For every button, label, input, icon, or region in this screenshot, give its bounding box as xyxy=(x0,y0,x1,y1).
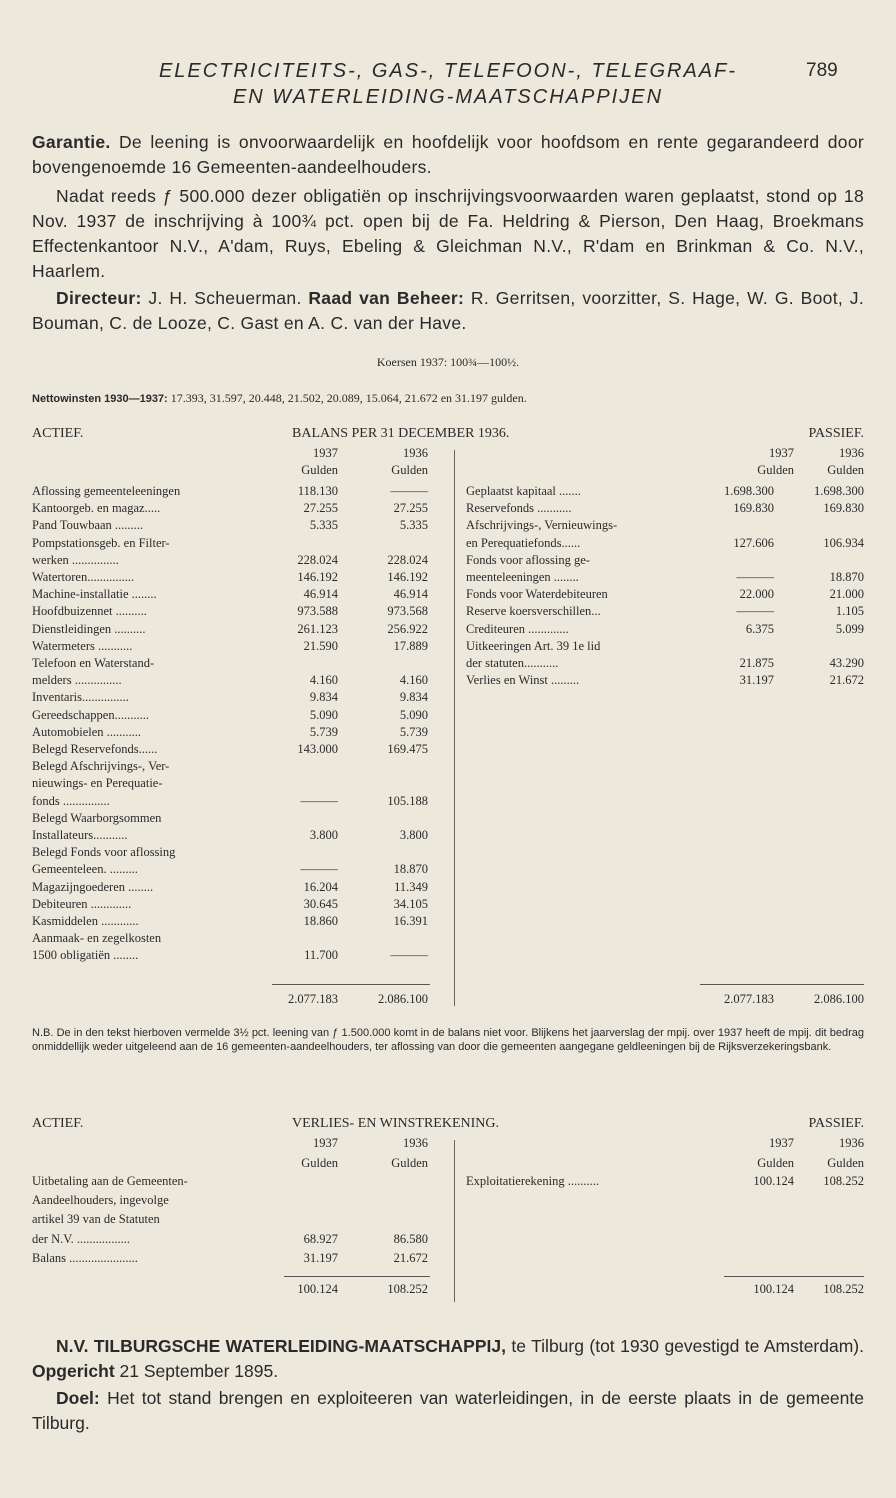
row-label: en Perequatiefonds...... xyxy=(466,535,581,550)
row-label: 1500 obligatiën ........ xyxy=(32,948,139,963)
row-label: Geplaatst kapitaal ....... xyxy=(466,484,581,498)
row-label: Aflossing gemeenteleeningen xyxy=(32,484,181,498)
table-row xyxy=(32,931,442,948)
table-row xyxy=(32,1212,442,1231)
row-value-1937: 5.090 xyxy=(309,707,338,722)
row-label: Debiteuren ............. xyxy=(32,896,132,911)
row-value-1937: 127.606 xyxy=(733,535,774,550)
verlies-actief-title: ACTIEF. xyxy=(32,1116,84,1131)
balans-passief-total-rule xyxy=(700,984,864,985)
verlies-table xyxy=(0,1136,896,1306)
header-line-1: ELECTRICITEITS-, GAS-, TELEFOON-, TELEGRAAF- xyxy=(158,60,738,82)
row-label: Belegd Fonds voor aflossing xyxy=(32,845,176,860)
row-label: Magazijngoederen ........ xyxy=(32,879,154,894)
table-row xyxy=(32,1193,442,1212)
doel-text: Het tot stand brengen en exploiteeren van waterleidingen, in de eerste plaats in de gemeente Tilburg. xyxy=(32,1388,864,1433)
balans-actief-total-rule xyxy=(272,984,430,985)
row-label: Kasmiddelen ............ xyxy=(32,914,139,928)
row-value-1936: 973.568 xyxy=(387,604,428,619)
table-row xyxy=(32,759,442,776)
table-row xyxy=(32,673,442,690)
company-name: N.V. TILBURGSCHE WATERLEIDING-MAATSCHAPPIJ, xyxy=(56,1336,506,1356)
table-row xyxy=(32,536,442,553)
row-value-1936: 16.391 xyxy=(393,914,428,928)
table-row xyxy=(32,948,442,965)
verlies-year-1937-left: 1937 xyxy=(313,1136,338,1150)
verlies-passief-total-1936: 108.252 xyxy=(823,1282,864,1296)
verlies-actief-total-rule xyxy=(284,1276,430,1277)
table-row xyxy=(466,518,866,535)
row-label: Watertoren............... xyxy=(32,570,135,584)
row-value-1936: 86.580 xyxy=(393,1231,428,1246)
table-row xyxy=(32,880,442,897)
table-row xyxy=(32,553,442,570)
row-value-1936: 21.672 xyxy=(393,1250,428,1265)
nettowinsten-label: Nettowinsten 1930—1937: xyxy=(32,393,168,405)
balans-passief-title: PASSIEF. xyxy=(808,426,864,441)
balans-actief-total-1937: 2.077.183 xyxy=(288,992,338,1006)
row-value-1937: 31.197 xyxy=(739,673,774,688)
table-row xyxy=(32,639,442,656)
row-label: der N.V. ................. xyxy=(32,1231,131,1246)
row-label: Belegd Afschrijvings-, Ver- xyxy=(32,759,170,774)
directeur-paragraph xyxy=(32,286,864,336)
row-value-1936: 46.914 xyxy=(393,587,428,602)
verlies-divider xyxy=(454,1140,455,1302)
row-value-1936: 9.834 xyxy=(399,690,428,705)
row-label: Uitbetaling aan de Gemeenten- xyxy=(32,1174,188,1188)
row-value-1937: 973.588 xyxy=(297,604,338,619)
row-value-1937: 100.124 xyxy=(753,1174,794,1188)
table-row xyxy=(32,828,442,845)
verlies-actief-total-1936: 108.252 xyxy=(387,1282,428,1296)
row-value-1936: 5.090 xyxy=(399,707,428,722)
doel-label: Doel: xyxy=(56,1388,100,1408)
row-label: Kantoorgeb. en magaz..... xyxy=(32,501,161,516)
row-label: Belegd Waarborgsommen xyxy=(32,810,162,825)
balans-actief-total-1936: 2.086.100 xyxy=(378,992,428,1006)
raad-text: R. Gerritsen, voorzitter, S. Hage, W. G. Boot, J. Bouman, C. de Looze, C. Gast en A. C. van der Have. xyxy=(32,288,864,333)
row-value-1937: 9.834 xyxy=(309,690,338,705)
row-value-1936: 1.698.300 xyxy=(814,484,864,498)
row-value-1936: ——— xyxy=(390,484,428,498)
nettowinsten-line xyxy=(32,391,527,406)
row-value-1936: 34.105 xyxy=(393,896,428,911)
garantie-paragraph xyxy=(32,130,864,180)
running-header xyxy=(0,58,896,110)
table-row xyxy=(466,570,866,587)
balans-unit-left-2: Gulden xyxy=(391,463,428,477)
row-value-1937: 68.927 xyxy=(303,1231,338,1246)
row-value-1936: ——— xyxy=(390,948,428,963)
balans-passief-total-1936: 2.086.100 xyxy=(814,992,864,1006)
row-value-1937: 30.645 xyxy=(303,896,338,911)
company-rest: te Tilburg (tot 1930 gevestigd te Amsterdam). xyxy=(506,1336,864,1356)
row-value-1937: 5.335 xyxy=(309,518,338,533)
row-value-1937: 143.000 xyxy=(297,742,338,756)
table-row xyxy=(466,639,866,656)
row-value-1937: ——— xyxy=(300,862,338,877)
row-label: der statuten........... xyxy=(466,656,559,670)
verlies-passief-total-1937: 100.124 xyxy=(753,1282,794,1296)
verlies-year-1937-right: 1937 xyxy=(769,1136,794,1150)
table-row xyxy=(32,794,442,811)
verlies-unit-left-2: Gulden xyxy=(391,1156,428,1170)
table-row xyxy=(466,1174,866,1193)
row-label: Installateurs........... xyxy=(32,828,128,842)
balans-table xyxy=(0,446,896,1016)
nadat-paragraph: Nadat reeds ƒ 500.000 dezer obligatiën op inschrijvingsvoorwaarden waren geplaatst, stond op 18 Nov. 1937 de inschrijving à 100¾ pct. open bij de Fa. Heldring & Pierson, Den Haag, Broekmans Effectenkantoor N.V., A'dam, Ruys, Ebeling & Gleichman N.V., R'dam en Brinkman & Co. N.V., Haarlem. xyxy=(32,186,864,281)
page-number: 789 xyxy=(806,60,838,81)
row-label: werken ............... xyxy=(32,552,119,567)
row-label: Pompstationsgeb. en Filter- xyxy=(32,535,170,550)
row-value-1937: 4.160 xyxy=(309,673,338,688)
row-label: Afschrijvings-, Vernieuwings- xyxy=(466,518,618,533)
row-value-1937: 1.698.300 xyxy=(724,484,774,498)
row-value-1936: 146.192 xyxy=(387,570,428,584)
verlies-unit-right-2: Gulden xyxy=(827,1156,864,1170)
table-row xyxy=(466,536,866,553)
row-label: Fonds voor aflossing ge- xyxy=(466,552,590,567)
row-value-1937: 46.914 xyxy=(303,587,338,602)
row-label: nieuwings- en Perequatie- xyxy=(32,776,163,791)
table-row xyxy=(32,656,442,673)
balans-year-1936-left: 1936 xyxy=(403,446,428,460)
balans-year-1936-right: 1936 xyxy=(839,446,864,460)
opgericht-date: 21 September 1895. xyxy=(114,1361,279,1381)
row-value-1937: 169.830 xyxy=(733,501,774,516)
row-value-1937: 21.590 xyxy=(303,638,338,653)
row-label: Inventaris............... xyxy=(32,690,129,705)
header-line-2: EN WATERLEIDING-MAATSCHAPPIJEN xyxy=(232,86,664,108)
row-label: Balans ...................... xyxy=(32,1250,138,1265)
table-row xyxy=(32,570,442,587)
row-value-1936: 27.255 xyxy=(393,501,428,516)
verlies-passief-total-rule xyxy=(724,1276,864,1277)
table-row xyxy=(32,914,442,931)
row-value-1937: 6.375 xyxy=(745,621,774,636)
row-label: Telefoon en Waterstand- xyxy=(32,656,155,670)
row-label: Belegd Reservefonds...... xyxy=(32,742,158,756)
nb-note: N.B. De in den tekst hierboven vermelde 3½ pct. leening van ƒ 1.500.000 komt in de balans niet voor. Blijkens het jaarverslag der mpij. over 1937 heeft de mpij. dit bedrag onmiddellijk weder uitgeleend aan de 16 gemeenten-aandeelhouders, ter aflossing van door die gemeenten aangegane geldleeningen bij de Rijksverzekeringsbank. xyxy=(32,1027,864,1053)
table-row xyxy=(32,1174,442,1193)
table-row xyxy=(32,708,442,725)
balans-actief-title: ACTIEF. xyxy=(32,426,84,441)
row-value-1936: 3.800 xyxy=(399,828,428,842)
table-row xyxy=(466,622,866,639)
balans-year-1937-left: 1937 xyxy=(313,446,338,460)
row-value-1937: 118.130 xyxy=(297,484,338,498)
row-label: Gemeenteleen. ......... xyxy=(32,862,138,877)
table-row xyxy=(32,897,442,914)
garantie-text: De leening is onvoorwaardelijk en hoofdelijk voor hoofdsom en rente gegarandeerd door bovengenoemde 16 Gemeenten-aandeelhouders. xyxy=(32,132,864,177)
balans-passief-total-1937: 2.077.183 xyxy=(724,992,774,1006)
row-value-1937: ——— xyxy=(736,570,774,584)
nettowinsten-text: 17.393, 31.597, 20.448, 21.502, 20.089, 15.064, 21.672 en 31.197 gulden. xyxy=(167,391,527,405)
directeur-label: Directeur: xyxy=(56,288,142,308)
balans-unit-right-2: Gulden xyxy=(827,463,864,477)
balans-unit-right-1: Gulden xyxy=(757,463,794,477)
table-row xyxy=(466,673,866,690)
row-value-1937: 3.800 xyxy=(309,828,338,842)
opgericht-label: Opgericht xyxy=(32,1361,115,1381)
row-value-1936: 21.000 xyxy=(829,587,864,602)
row-value-1937: 146.192 xyxy=(297,570,338,584)
row-label: Gereedschappen........... xyxy=(32,707,149,722)
table-row xyxy=(32,690,442,707)
row-value-1936: 11.349 xyxy=(394,879,428,894)
row-value-1937: 261.123 xyxy=(297,621,338,636)
verlies-year-1936-right: 1936 xyxy=(839,1136,864,1150)
table-row xyxy=(32,604,442,621)
row-label: Dienstleidingen .......... xyxy=(32,621,146,636)
row-value-1936: 169.475 xyxy=(387,742,428,756)
verlies-actief-total-1937: 100.124 xyxy=(297,1282,338,1296)
raad-label: Raad van Beheer: xyxy=(308,288,465,308)
garantie-label: Garantie. xyxy=(32,132,111,152)
row-value-1937: 18.860 xyxy=(303,914,338,928)
verlies-passief-title: PASSIEF. xyxy=(808,1116,864,1131)
row-label: Uitkeeringen Art. 39 1e lid xyxy=(466,638,601,653)
row-label: Machine-installatie ........ xyxy=(32,587,157,602)
table-row xyxy=(32,587,442,604)
row-label: artikel 39 van de Statuten xyxy=(32,1212,160,1227)
row-label: fonds ............... xyxy=(32,793,110,808)
row-value-1936: 43.290 xyxy=(829,656,864,670)
table-row xyxy=(466,484,866,501)
row-label: meenteleeningen ........ xyxy=(466,570,579,584)
row-label: melders ............... xyxy=(32,673,122,688)
table-row xyxy=(32,518,442,535)
verlies-unit-right-1: Gulden xyxy=(757,1156,794,1170)
balans-title: BALANS PER 31 DECEMBER 1936. xyxy=(292,426,510,441)
row-value-1936: 106.934 xyxy=(823,535,864,550)
row-value-1936: 169.830 xyxy=(823,501,864,516)
row-value-1936: 228.024 xyxy=(387,552,428,567)
row-value-1937: ——— xyxy=(300,793,338,808)
koersen-line: Koersen 1937: 100¾—100½. xyxy=(376,355,520,369)
row-value-1936: 1.105 xyxy=(835,604,864,619)
table-row xyxy=(32,742,442,759)
row-value-1936: 18.870 xyxy=(393,862,428,877)
row-value-1937: 27.255 xyxy=(303,501,338,516)
table-row xyxy=(466,501,866,518)
verlies-title: VERLIES- EN WINSTREKENING. xyxy=(292,1116,499,1131)
row-value-1936: 18.870 xyxy=(829,570,864,584)
row-label: Aandeelhouders, ingevolge xyxy=(32,1193,169,1208)
row-label: Pand Touwbaan ......... xyxy=(32,518,144,533)
table-row xyxy=(32,725,442,742)
row-value-1937: 11.700 xyxy=(304,948,338,963)
row-value-1937: 5.739 xyxy=(309,724,338,739)
balans-divider xyxy=(454,450,455,1006)
row-value-1937: ——— xyxy=(736,604,774,619)
directeur-name: J. H. Scheuerman. xyxy=(141,288,309,308)
row-value-1937: 22.000 xyxy=(739,587,774,602)
row-label: Aanmaak- en zegelkosten xyxy=(32,931,162,946)
row-label: Reservefonds ........... xyxy=(466,501,572,516)
row-label: Fonds voor Waterdebiteuren xyxy=(466,587,608,602)
company-paragraph xyxy=(32,1334,864,1384)
row-label: Exploitatierekening .......... xyxy=(466,1174,599,1188)
table-row xyxy=(466,587,866,604)
row-value-1937: 228.024 xyxy=(297,552,338,567)
row-label: Hoofdbuizennet .......... xyxy=(32,604,147,619)
row-value-1936: 5.739 xyxy=(399,724,428,739)
row-label: Verlies en Winst ......... xyxy=(466,673,580,688)
balans-unit-left-1: Gulden xyxy=(301,463,338,477)
row-value-1937: 21.875 xyxy=(739,656,774,670)
table-row xyxy=(32,845,442,862)
row-value-1936: 21.672 xyxy=(829,673,864,688)
row-value-1936: 256.922 xyxy=(387,621,428,636)
row-value-1936: 5.099 xyxy=(835,621,864,636)
row-label: Reserve koersverschillen... xyxy=(466,604,601,619)
doel-paragraph xyxy=(32,1386,864,1436)
row-value-1937: 31.197 xyxy=(303,1250,338,1265)
table-row xyxy=(32,1251,442,1270)
row-label: Crediteuren ............. xyxy=(466,621,569,636)
table-row xyxy=(32,776,442,793)
balans-year-1937-right: 1937 xyxy=(769,446,794,460)
row-value-1936: 108.252 xyxy=(823,1174,864,1188)
table-row xyxy=(32,1232,442,1251)
row-value-1937: 16.204 xyxy=(303,879,338,894)
table-row xyxy=(466,604,866,621)
verlies-unit-left-1: Gulden xyxy=(301,1156,338,1170)
row-label: Automobielen ........... xyxy=(32,724,142,739)
row-value-1936: 105.188 xyxy=(387,793,428,808)
table-row xyxy=(466,656,866,673)
row-value-1936: 17.889 xyxy=(393,638,428,653)
table-row xyxy=(32,501,442,518)
table-row xyxy=(32,811,442,828)
table-row xyxy=(466,553,866,570)
table-row xyxy=(32,484,442,501)
row-value-1936: 5.335 xyxy=(399,518,428,533)
row-value-1936: 4.160 xyxy=(399,673,428,688)
table-row xyxy=(32,862,442,879)
verlies-year-1936-left: 1936 xyxy=(403,1136,428,1150)
table-row xyxy=(32,622,442,639)
row-label: Watermeters ........... xyxy=(32,638,133,653)
